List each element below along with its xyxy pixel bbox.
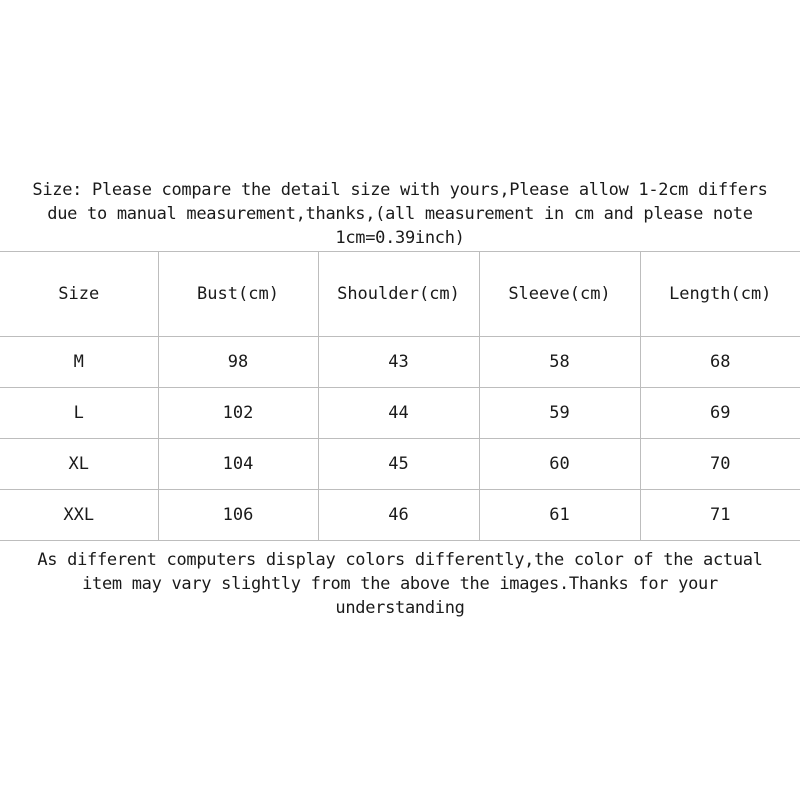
disclaimer-line: item may vary slightly from the above the images.Thanks for your <box>82 574 718 594</box>
cell-sleeve: 58 <box>479 337 640 388</box>
disclaimer-line: understanding <box>335 598 465 618</box>
table-header-row <box>0 252 800 337</box>
cell-shoulder: 46 <box>318 490 479 541</box>
size-note-line: Size: Please compare the detail size with yours,Please allow 1-2cm differs <box>32 180 768 200</box>
cell-bust: 102 <box>158 388 318 439</box>
cell-shoulder: 43 <box>318 337 479 388</box>
column-header-shoulder: Shoulder(cm) <box>318 252 479 337</box>
cell-length: 70 <box>640 439 800 490</box>
cell-sleeve: 59 <box>479 388 640 439</box>
column-header-length: Length(cm) <box>640 252 800 337</box>
column-header-bust: Bust(cm) <box>158 252 318 337</box>
color-disclaimer <box>0 548 800 620</box>
cell-size: XL <box>0 439 158 490</box>
size-note-line: 1cm=0.39inch) <box>335 228 465 248</box>
column-header-size: Size <box>0 252 158 337</box>
cell-sleeve: 60 <box>479 439 640 490</box>
cell-bust: 106 <box>158 490 318 541</box>
table-row <box>0 337 800 388</box>
table-row <box>0 439 800 490</box>
table-row <box>0 388 800 439</box>
disclaimer-line: As different computers display colors differently,the color of the actual <box>37 550 763 570</box>
cell-length: 71 <box>640 490 800 541</box>
cell-size: L <box>0 388 158 439</box>
cell-size: M <box>0 337 158 388</box>
size-note <box>0 178 800 250</box>
cell-length: 69 <box>640 388 800 439</box>
cell-shoulder: 45 <box>318 439 479 490</box>
cell-length: 68 <box>640 337 800 388</box>
cell-size: XXL <box>0 490 158 541</box>
size-chart-table <box>0 251 800 541</box>
table-row <box>0 490 800 541</box>
column-header-sleeve: Sleeve(cm) <box>479 252 640 337</box>
cell-bust: 104 <box>158 439 318 490</box>
cell-shoulder: 44 <box>318 388 479 439</box>
size-note-line: due to manual measurement,thanks,(all measurement in cm and please note <box>47 204 753 224</box>
cell-sleeve: 61 <box>479 490 640 541</box>
cell-bust: 98 <box>158 337 318 388</box>
